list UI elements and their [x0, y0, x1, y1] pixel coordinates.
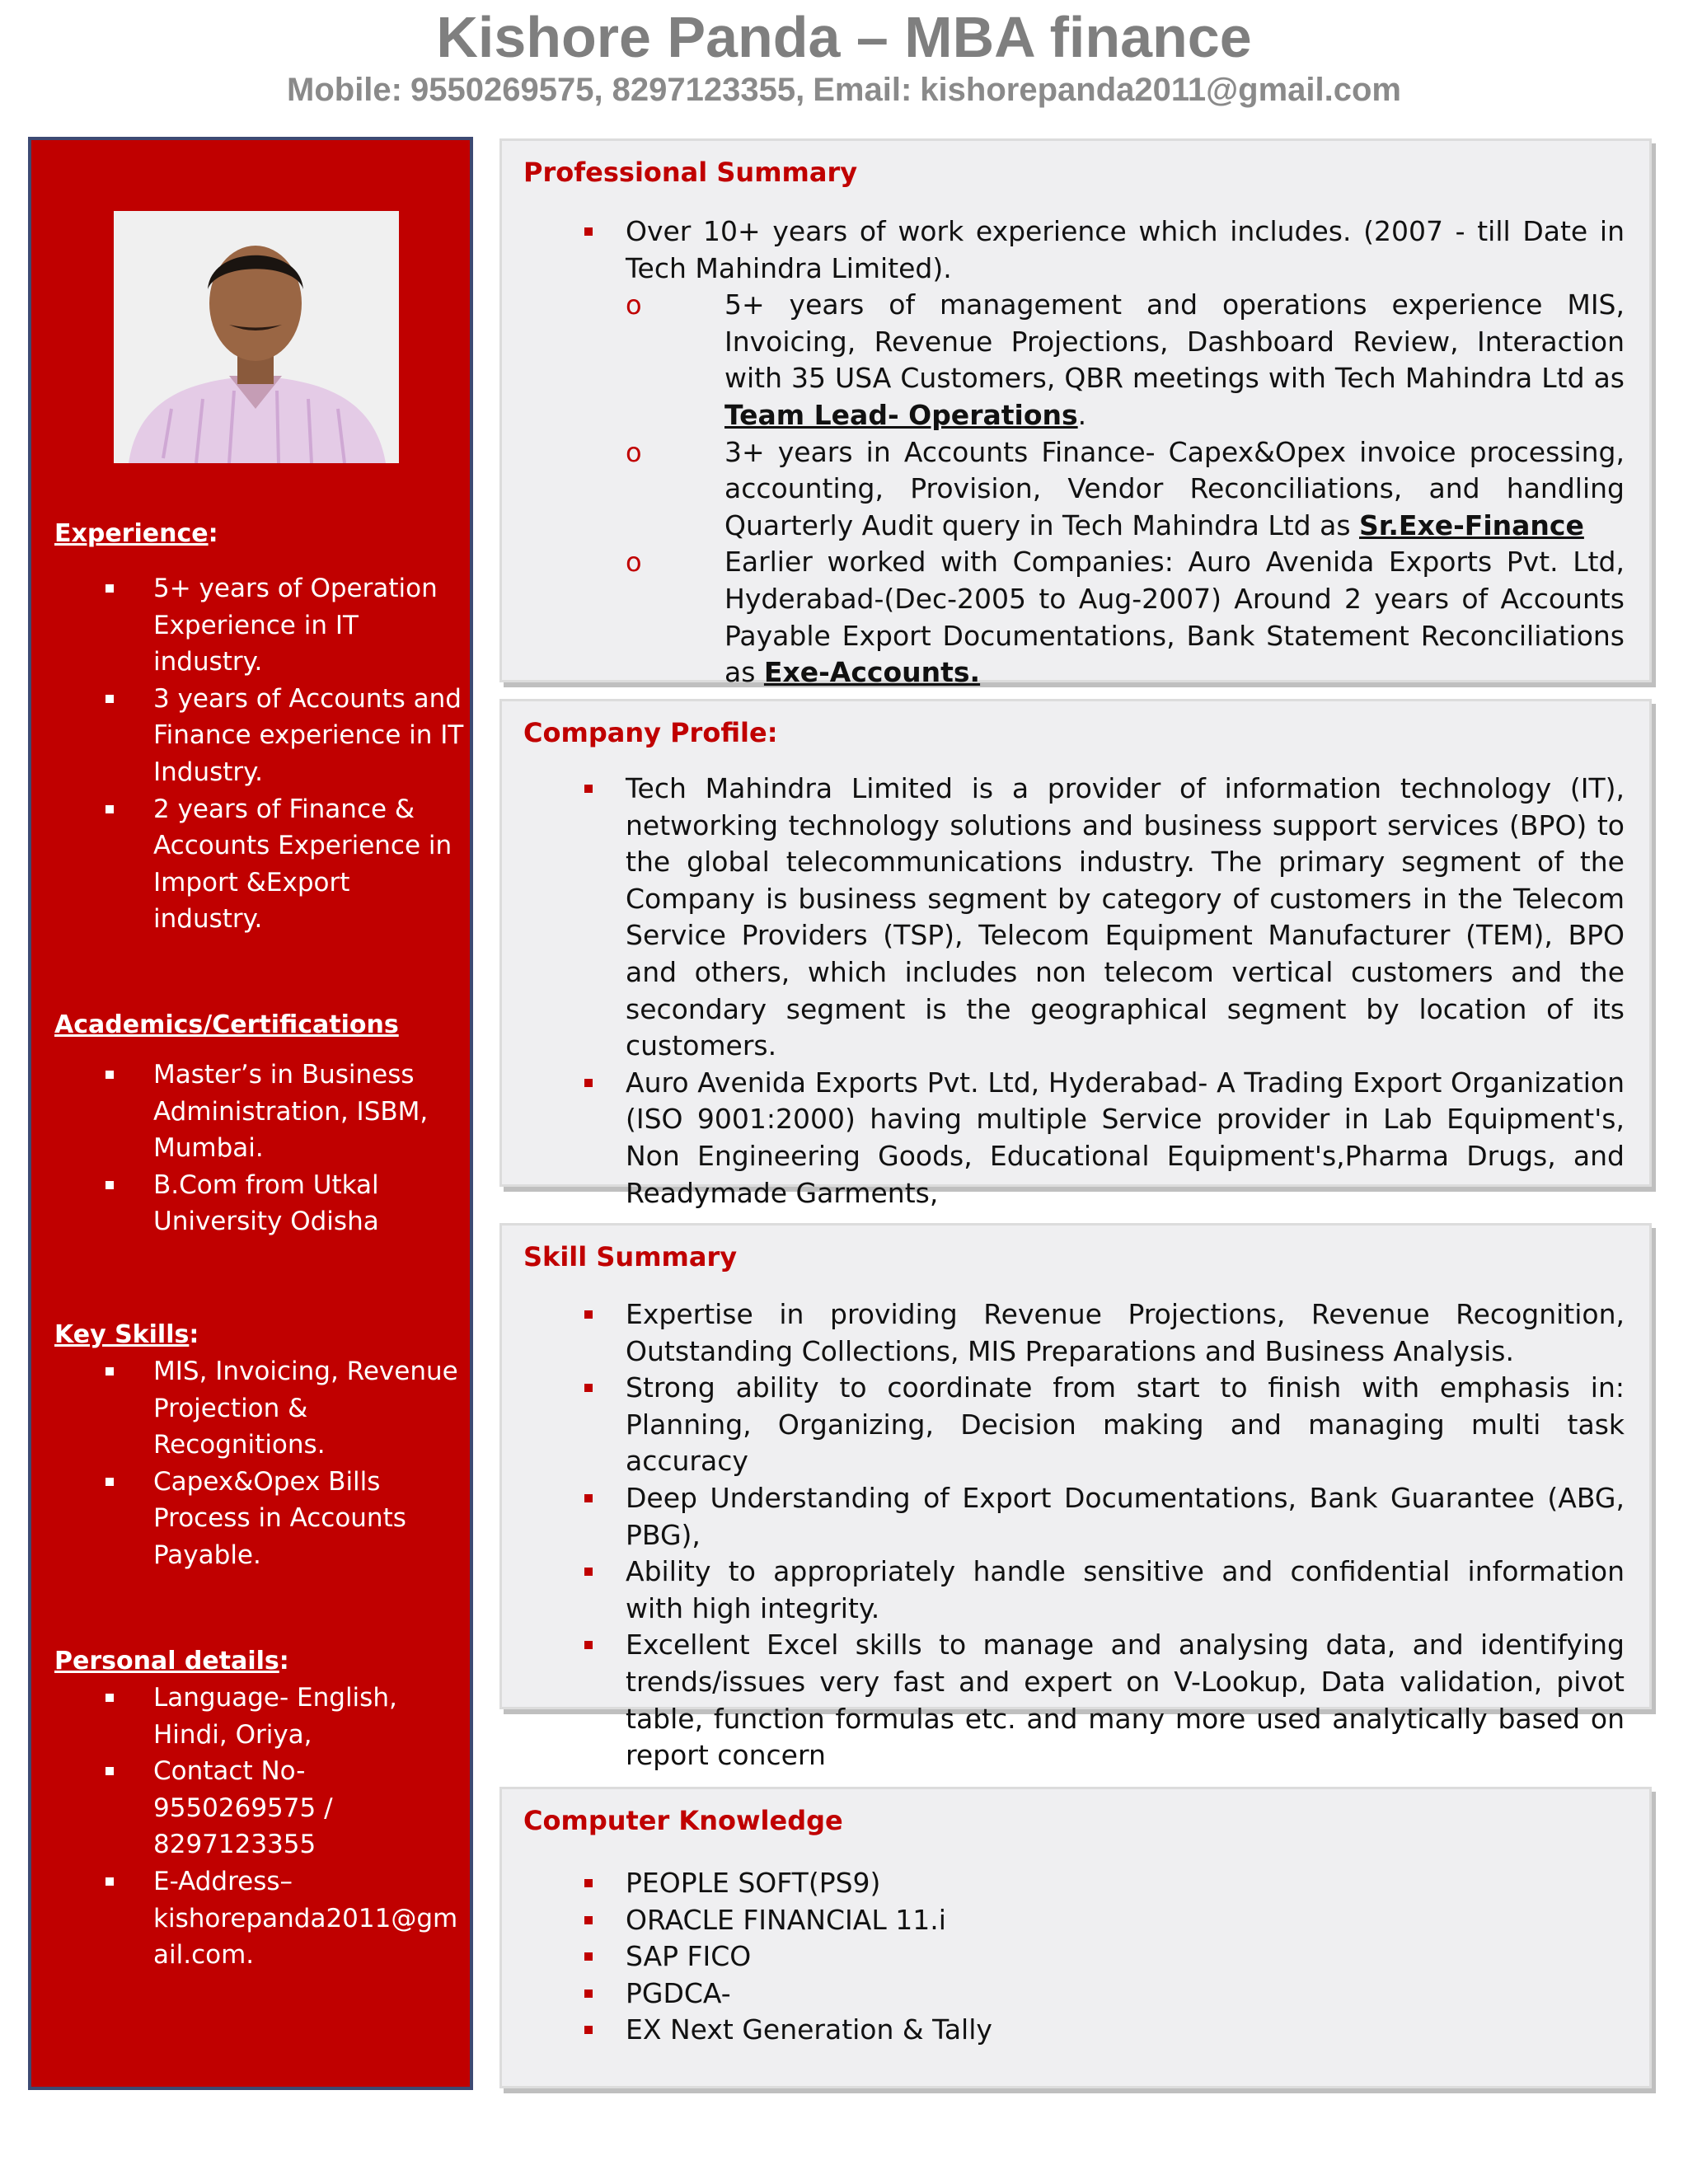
list-item: Tech Mahindra Limited is a provider of information technology (IT), networking technology solutions and business support services (BPO) to the global telecommunications industry. The primary segment of the Company is business segment by category of customers in the Telecom Service Providers (TSP), Telecom Equipment Manufacturer (TEM), BPO and others, which includes non telecom vertical customers and the secondary segment is the geographical segment by location of its customers. [525, 771, 1625, 1065]
contact-line [0, 69, 1688, 110]
sub-list-item: o 3+ years in Accounts Finance- Capex&Opex invoice processing, accounting, Provision, Vendor Reconciliations, and handling Quarterly Audit query in Tech Mahindra Ltd as Sr.Exe-Finance [626, 434, 1625, 545]
list-item: ORACLE FINANCIAL 11.i [525, 1902, 1625, 1939]
email-label: Email: [813, 72, 912, 108]
list-item: E-Address– kishorepanda2011@gm ail.com. [54, 1863, 483, 1974]
experience-heading: Experience: [54, 519, 218, 548]
personal-details-heading: Personal details: [54, 1647, 289, 1675]
computer-knowledge-list [525, 1865, 1625, 2049]
list-item: Ability to appropriately handle sensitive and confidential information with high integrity. [525, 1554, 1625, 1627]
academics-list [54, 1057, 467, 1240]
list-item: MIS, Invoicing, Revenue Projection & Recognitions. [54, 1353, 483, 1464]
list-item: Deep Understanding of Export Documentations, Bank Guarantee (ABG, PBG), [525, 1480, 1625, 1554]
list-item: 5+ years of Operation Experience in IT industry. [54, 570, 483, 681]
resume-name: Kishore Panda – MBA finance [436, 5, 1252, 69]
summary-main-text: Over 10+ years of work experience which includes. (2007 - till Date in Tech Mahindra Limited). [626, 215, 1625, 284]
sidebar [28, 137, 473, 2090]
computer-knowledge-title: Computer Knowledge [523, 1805, 843, 1836]
list-item: B.Com from Utkal University Odisha [54, 1167, 483, 1240]
mobile-numbers: 9550269575, 8297123355, [410, 72, 805, 108]
company-profile-list [525, 771, 1625, 1212]
list-item: SAP FICO [525, 1938, 1625, 1975]
academics-heading: Academics/Certifications [54, 1010, 399, 1039]
professional-summary-title: Professional Summary [523, 157, 858, 188]
key-skills-list [54, 1353, 467, 1574]
list-item: 2 years of Finance & Accounts Experience in Import &Export industry. [54, 791, 483, 938]
personal-details-list [54, 1680, 467, 1974]
sub-list-item: o 5+ years of management and operations experience MIS, Invoicing, Revenue Projections, Dashboard Review, Interaction with 35 USA Customers, QBR meetings with Tech Mahindra Ltd as Team Lead- Operations. [626, 287, 1625, 434]
list-item: Language- English, Hindi, Oriya, [54, 1680, 483, 1753]
computer-knowledge-panel [499, 1787, 1652, 2088]
skill-summary-title: Skill Summary [523, 1241, 738, 1272]
list-item: Auro Avenida Exports Pvt. Ltd, Hyderabad- A Trading Export Organization (ISO 9001:2000) having multiple Service provider in Lab Equipment's, Non Engineering Goods, Educational Equipment's,Pharma Drugs, and Readymade Garments, [525, 1065, 1625, 1212]
mobile-label: Mobile: [287, 72, 402, 108]
experience-list [54, 570, 467, 938]
academics-section [54, 1007, 467, 1240]
list-item [525, 213, 1625, 691]
list-item: Master’s in Business Administration, ISBM, Mumbai. [54, 1057, 483, 1167]
list-item: Capex&Opex Bills Process in Accounts Payable. [54, 1464, 483, 1574]
list-item: EX Next Generation & Tally [525, 2012, 1625, 2049]
professional-summary-panel [499, 138, 1652, 689]
list-item: PEOPLE SOFT(PS9) [525, 1865, 1625, 1902]
list-item: Expertise in providing Revenue Projections, Revenue Recognition, Outstanding Collections, MIS Preparations and Business Analysis. [525, 1296, 1625, 1370]
key-skills-heading: Key Skills: [54, 1320, 199, 1349]
list-item: PGDCA- [525, 1975, 1625, 2013]
company-profile-panel [499, 699, 1652, 1209]
list-item: Strong ability to coordinate from start to finish with emphasis in: Planning, Organizing, Decision making and managing multi task accuracy [525, 1370, 1625, 1480]
list-item: Excellent Excel skills to manage and analysing data, and identifying trends/issues very fast and expert on V-Lookup, Data validation, pivot table, function formulas etc. and many more used analytically based on report concern [525, 1627, 1625, 1774]
profile-photo [114, 211, 399, 463]
email-address: kishorepanda2011@gmail.com [920, 72, 1401, 108]
sub-list-item: o Earlier worked with Companies: Auro Avenida Exports Pvt. Ltd, Hyderabad-(Dec-2005 to Aug-2007) Around 2 years of Accounts Payable Export Documentations, Bank Statement Reconciliations as Exe-Accounts. [626, 544, 1625, 691]
summary-sub-list [626, 287, 1625, 691]
key-skills-section [54, 1317, 467, 1574]
list-item: Contact No- 9550269575 / 8297123355 [54, 1753, 483, 1863]
profile-photo-image [114, 211, 399, 463]
experience-section [54, 516, 467, 938]
skill-summary-list [525, 1296, 1625, 1774]
professional-summary-list [525, 213, 1625, 691]
personal-details-section [54, 1643, 467, 1974]
list-item: 3 years of Accounts and Finance experience in IT Industry. [54, 681, 483, 791]
skill-summary-panel [499, 1223, 1652, 1772]
company-profile-title: Company Profile: [523, 717, 778, 748]
